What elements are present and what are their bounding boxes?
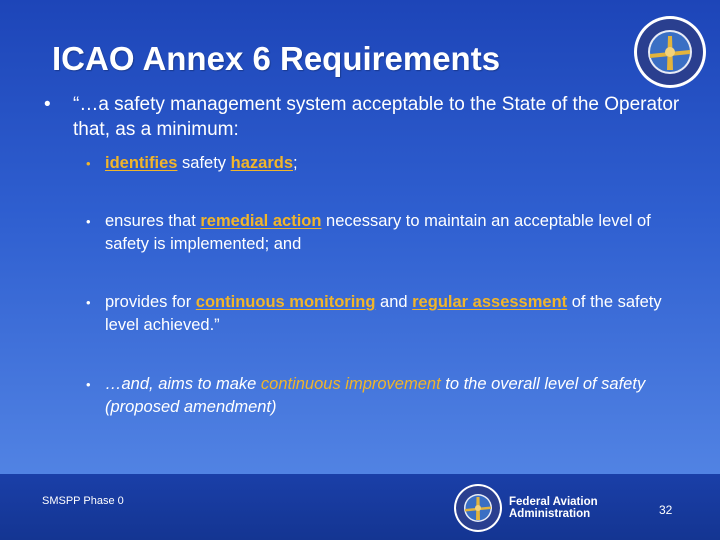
- sub-bullet-text: [105, 291, 686, 337]
- highlight-text: remedial action: [200, 212, 322, 230]
- highlight-text: continuous improvement: [260, 375, 441, 393]
- faa-name-line1: Federal Aviation: [509, 496, 598, 508]
- plain-text: to the overall level of safety (proposed amendment): [105, 375, 646, 416]
- plain-text: and: [375, 293, 413, 311]
- highlight-text: continuous monitoring: [195, 293, 376, 311]
- sub-bullet-ensures: [86, 210, 686, 256]
- main-bullet-text: “…a safety management system acceptable to the State of the Operator that, as a minimum:: [73, 94, 680, 140]
- sub-bullet-text: [105, 373, 686, 419]
- footer-label: SMSPP Phase 0: [42, 495, 124, 507]
- highlight-text: hazards: [230, 154, 293, 172]
- main-bullet: [44, 92, 684, 142]
- sub-bullet-text: [105, 152, 686, 175]
- highlight-text: regular assessment: [412, 293, 568, 311]
- highlight-text: identifies: [105, 154, 178, 172]
- plain-text: safety: [177, 154, 231, 172]
- sub-bullet-identifies: [86, 152, 686, 175]
- plain-text: necessary to maintain an acceptable level of safety is implemented; and: [105, 212, 651, 253]
- sub-bullet-provides: [86, 291, 686, 337]
- faa-seal-icon: [453, 483, 503, 533]
- faa-seal-icon: [632, 14, 708, 90]
- sub-bullet-text: [105, 210, 686, 256]
- plain-text: of the safety level achieved.”: [105, 293, 662, 334]
- bullet-marker: •: [86, 156, 91, 171]
- plain-text: provides for: [105, 293, 196, 311]
- page-number: 32: [659, 503, 673, 517]
- bullet-marker: •: [44, 94, 51, 115]
- footer-bar: [0, 474, 720, 540]
- faa-name-line2: Administration: [509, 508, 591, 520]
- slide-title: ICAO Annex 6 Requirements: [52, 40, 501, 77]
- sub-bullet-improvement: [86, 373, 686, 419]
- faa-name: [509, 496, 598, 520]
- bullet-marker: •: [86, 295, 91, 310]
- bullet-marker: •: [86, 377, 91, 392]
- plain-text: ensures that: [105, 212, 201, 230]
- plain-text: …and, aims to make: [105, 375, 261, 393]
- bullet-marker: •: [86, 214, 91, 229]
- plain-text: ;: [293, 154, 298, 172]
